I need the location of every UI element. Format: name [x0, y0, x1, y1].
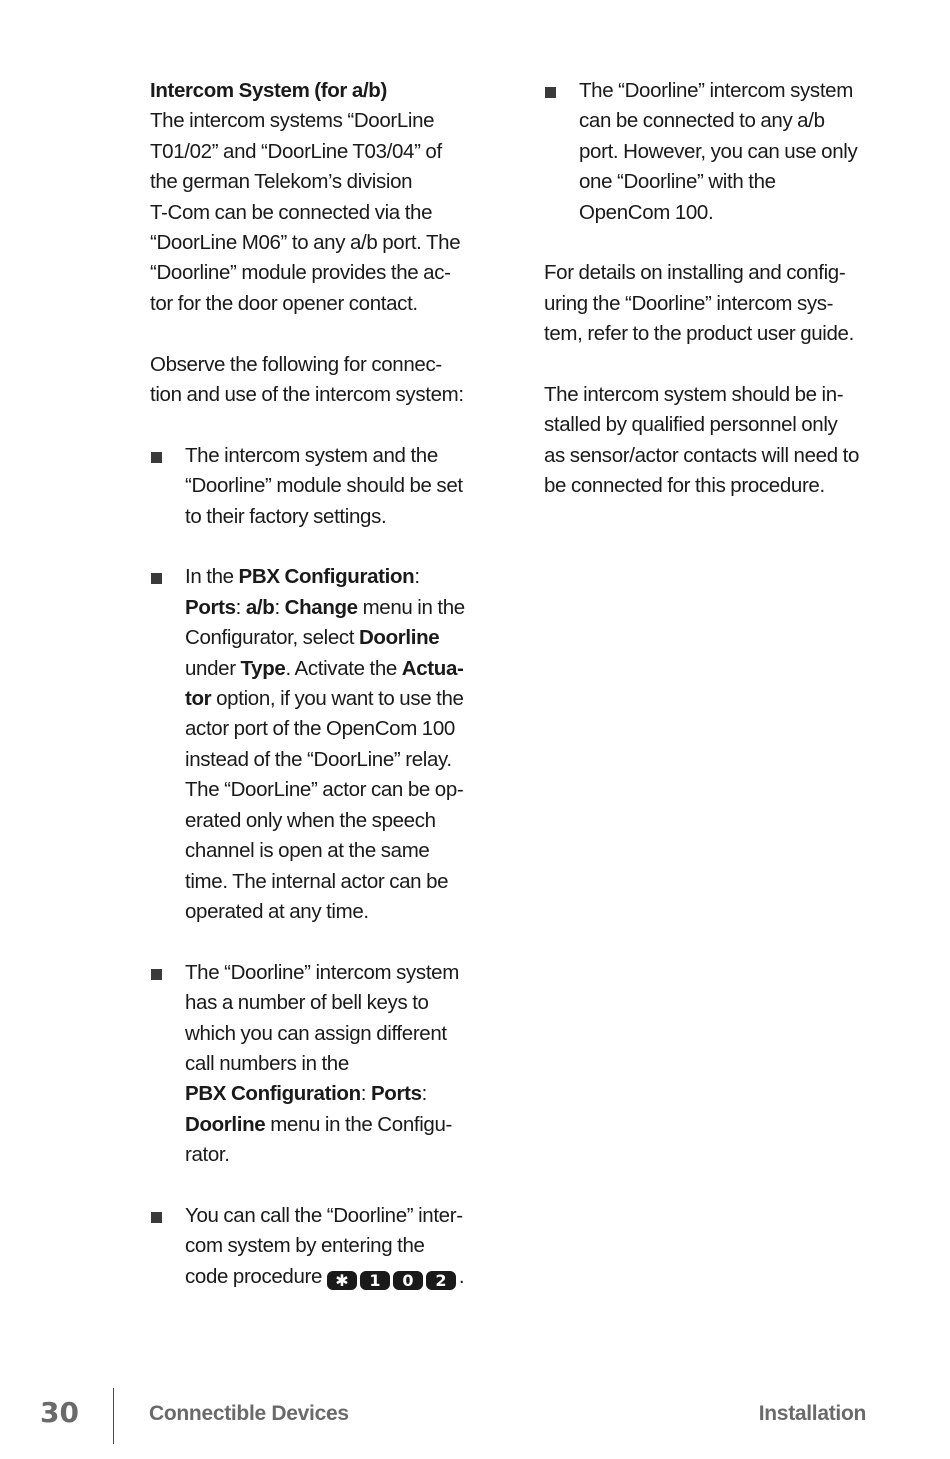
text-line: PBX Configuration: Ports:: [185, 1082, 427, 1106]
text-line: For details on installing and config-: [544, 261, 846, 285]
text-line: The intercom system should be in-: [544, 383, 844, 407]
digit-key-icon: 2: [426, 1271, 456, 1290]
text-line: T-Com can be connected via the: [150, 200, 433, 224]
menu-term: PBX Configuration: [238, 565, 415, 589]
text-line: Doorline menu in the Configu-: [185, 1112, 452, 1136]
square-bullet-icon: [151, 573, 162, 584]
text-line: “Doorline” module provides the ac-: [150, 261, 451, 285]
star-key-icon: ✱: [327, 1271, 357, 1290]
square-bullet-icon: [545, 87, 556, 98]
text-line: code procedure ✱ 1 0 2 .: [185, 1262, 480, 1295]
text-line: Configurator, select Doorline: [185, 626, 440, 650]
text-line: call numbers in the: [185, 1051, 349, 1075]
text-line: under Type. Activate the Actua-: [185, 656, 464, 680]
menu-term: Ports: [370, 1082, 422, 1106]
text-line: Observe the following for connec-: [150, 352, 442, 376]
left-column: [150, 76, 480, 1295]
paragraph-gap: [150, 410, 480, 440]
text-line: channel is open at the same: [185, 839, 430, 863]
digit-key-icon: 0: [393, 1271, 423, 1290]
square-bullet-icon: [151, 452, 162, 463]
menu-term: a/b: [245, 595, 275, 619]
text-line: The “Doorline” intercom system: [185, 960, 459, 984]
right-column: [544, 76, 874, 502]
text-line: actor port of the OpenCom 100: [185, 717, 455, 741]
text-line: the german Telekom’s division: [150, 170, 413, 194]
text-line: erated only when the speech: [185, 808, 436, 832]
text-line: tor for the door opener contact.: [150, 291, 418, 315]
text-line: instead of the “DoorLine” relay.: [185, 747, 452, 771]
paragraph-gap: [150, 319, 480, 349]
menu-term: Type: [240, 656, 286, 680]
page-number: 30: [40, 1396, 79, 1429]
menu-term: Doorline: [358, 626, 440, 650]
text-line: T01/02” and “DoorLine T03/04” of: [150, 139, 442, 163]
text-line: stalled by qualified personnel only: [544, 413, 838, 437]
intro-paragraph: [150, 106, 480, 319]
square-bullet-icon: [151, 969, 162, 980]
square-bullet-icon: [151, 1212, 162, 1223]
text-line: tem, refer to the product user guide.: [544, 322, 854, 346]
text-line: “DoorLine M06” to any a/b port. The: [150, 231, 461, 255]
text-line: tor option, if you want to use the: [185, 687, 464, 711]
text-line: has a number of bell keys to: [185, 991, 429, 1015]
menu-term: Change: [284, 595, 358, 619]
text-line: “Doorline” module should be set: [185, 474, 463, 498]
text-line: as sensor/actor contacts will need to: [544, 443, 859, 467]
text-line: can be connected to any a/b: [579, 109, 825, 133]
menu-term: Doorline: [185, 1112, 266, 1136]
text-line: com system by entering the: [185, 1234, 425, 1258]
text-line: The intercom system and the: [185, 443, 438, 467]
paragraph-gap: [544, 350, 874, 380]
text-line: uring the “Doorline” intercom sys-: [544, 291, 834, 315]
paragraph-gap: [544, 228, 874, 258]
paragraph-gap: [150, 532, 480, 562]
text-line: operated at any time.: [185, 899, 369, 923]
details-paragraph: [544, 258, 874, 349]
footer-section-label: Connectible Devices: [149, 1402, 349, 1425]
menu-term: Ports: [185, 595, 236, 619]
text-line: The intercom systems “DoorLine: [150, 109, 435, 133]
text-line: time. The internal actor can be: [185, 869, 449, 893]
text-line: Ports: a/b: Change menu in the: [185, 595, 465, 619]
menu-term: Actua-: [401, 656, 464, 680]
bullet-item-factory-settings: [150, 441, 480, 532]
text-line: The “Doorline” intercom system: [579, 79, 853, 102]
text-line: The “DoorLine” actor can be op-: [185, 778, 464, 802]
footer-divider: [113, 1388, 114, 1444]
paragraph-gap: [150, 927, 480, 957]
menu-term: PBX Configuration: [185, 1082, 361, 1106]
menu-term: tor: [185, 687, 212, 711]
text-line: rator.: [185, 1143, 230, 1167]
footer-chapter-label: Installation: [758, 1402, 866, 1425]
text-line: In the PBX Configuration:: [185, 565, 420, 589]
bullet-item-code-procedure: [150, 1201, 480, 1295]
text-line: to their factory settings.: [185, 504, 387, 528]
bullet-item-pbx-configuration: [150, 562, 480, 927]
text-line: port. However, you can use only: [579, 139, 858, 163]
text-line: You can call the “Doorline” inter-: [185, 1203, 463, 1227]
installation-paragraph: [544, 380, 874, 502]
paragraph-gap: [150, 1171, 480, 1201]
bullet-item-any-port: [544, 76, 874, 228]
text-line: tion and use of the intercom system:: [150, 383, 464, 407]
digit-key-icon: 1: [360, 1271, 390, 1290]
text-line: which you can assign different: [185, 1021, 447, 1045]
observe-paragraph: [150, 350, 480, 411]
section-heading: Intercom System (for a/b): [150, 79, 387, 102]
text-line: be connected for this procedure.: [544, 474, 825, 498]
text-line: one “Doorline” with the: [579, 170, 776, 194]
text-line: OpenCom 100.: [579, 200, 714, 224]
key-sequence: [327, 1265, 459, 1295]
bullet-item-bell-keys: [150, 958, 480, 1171]
